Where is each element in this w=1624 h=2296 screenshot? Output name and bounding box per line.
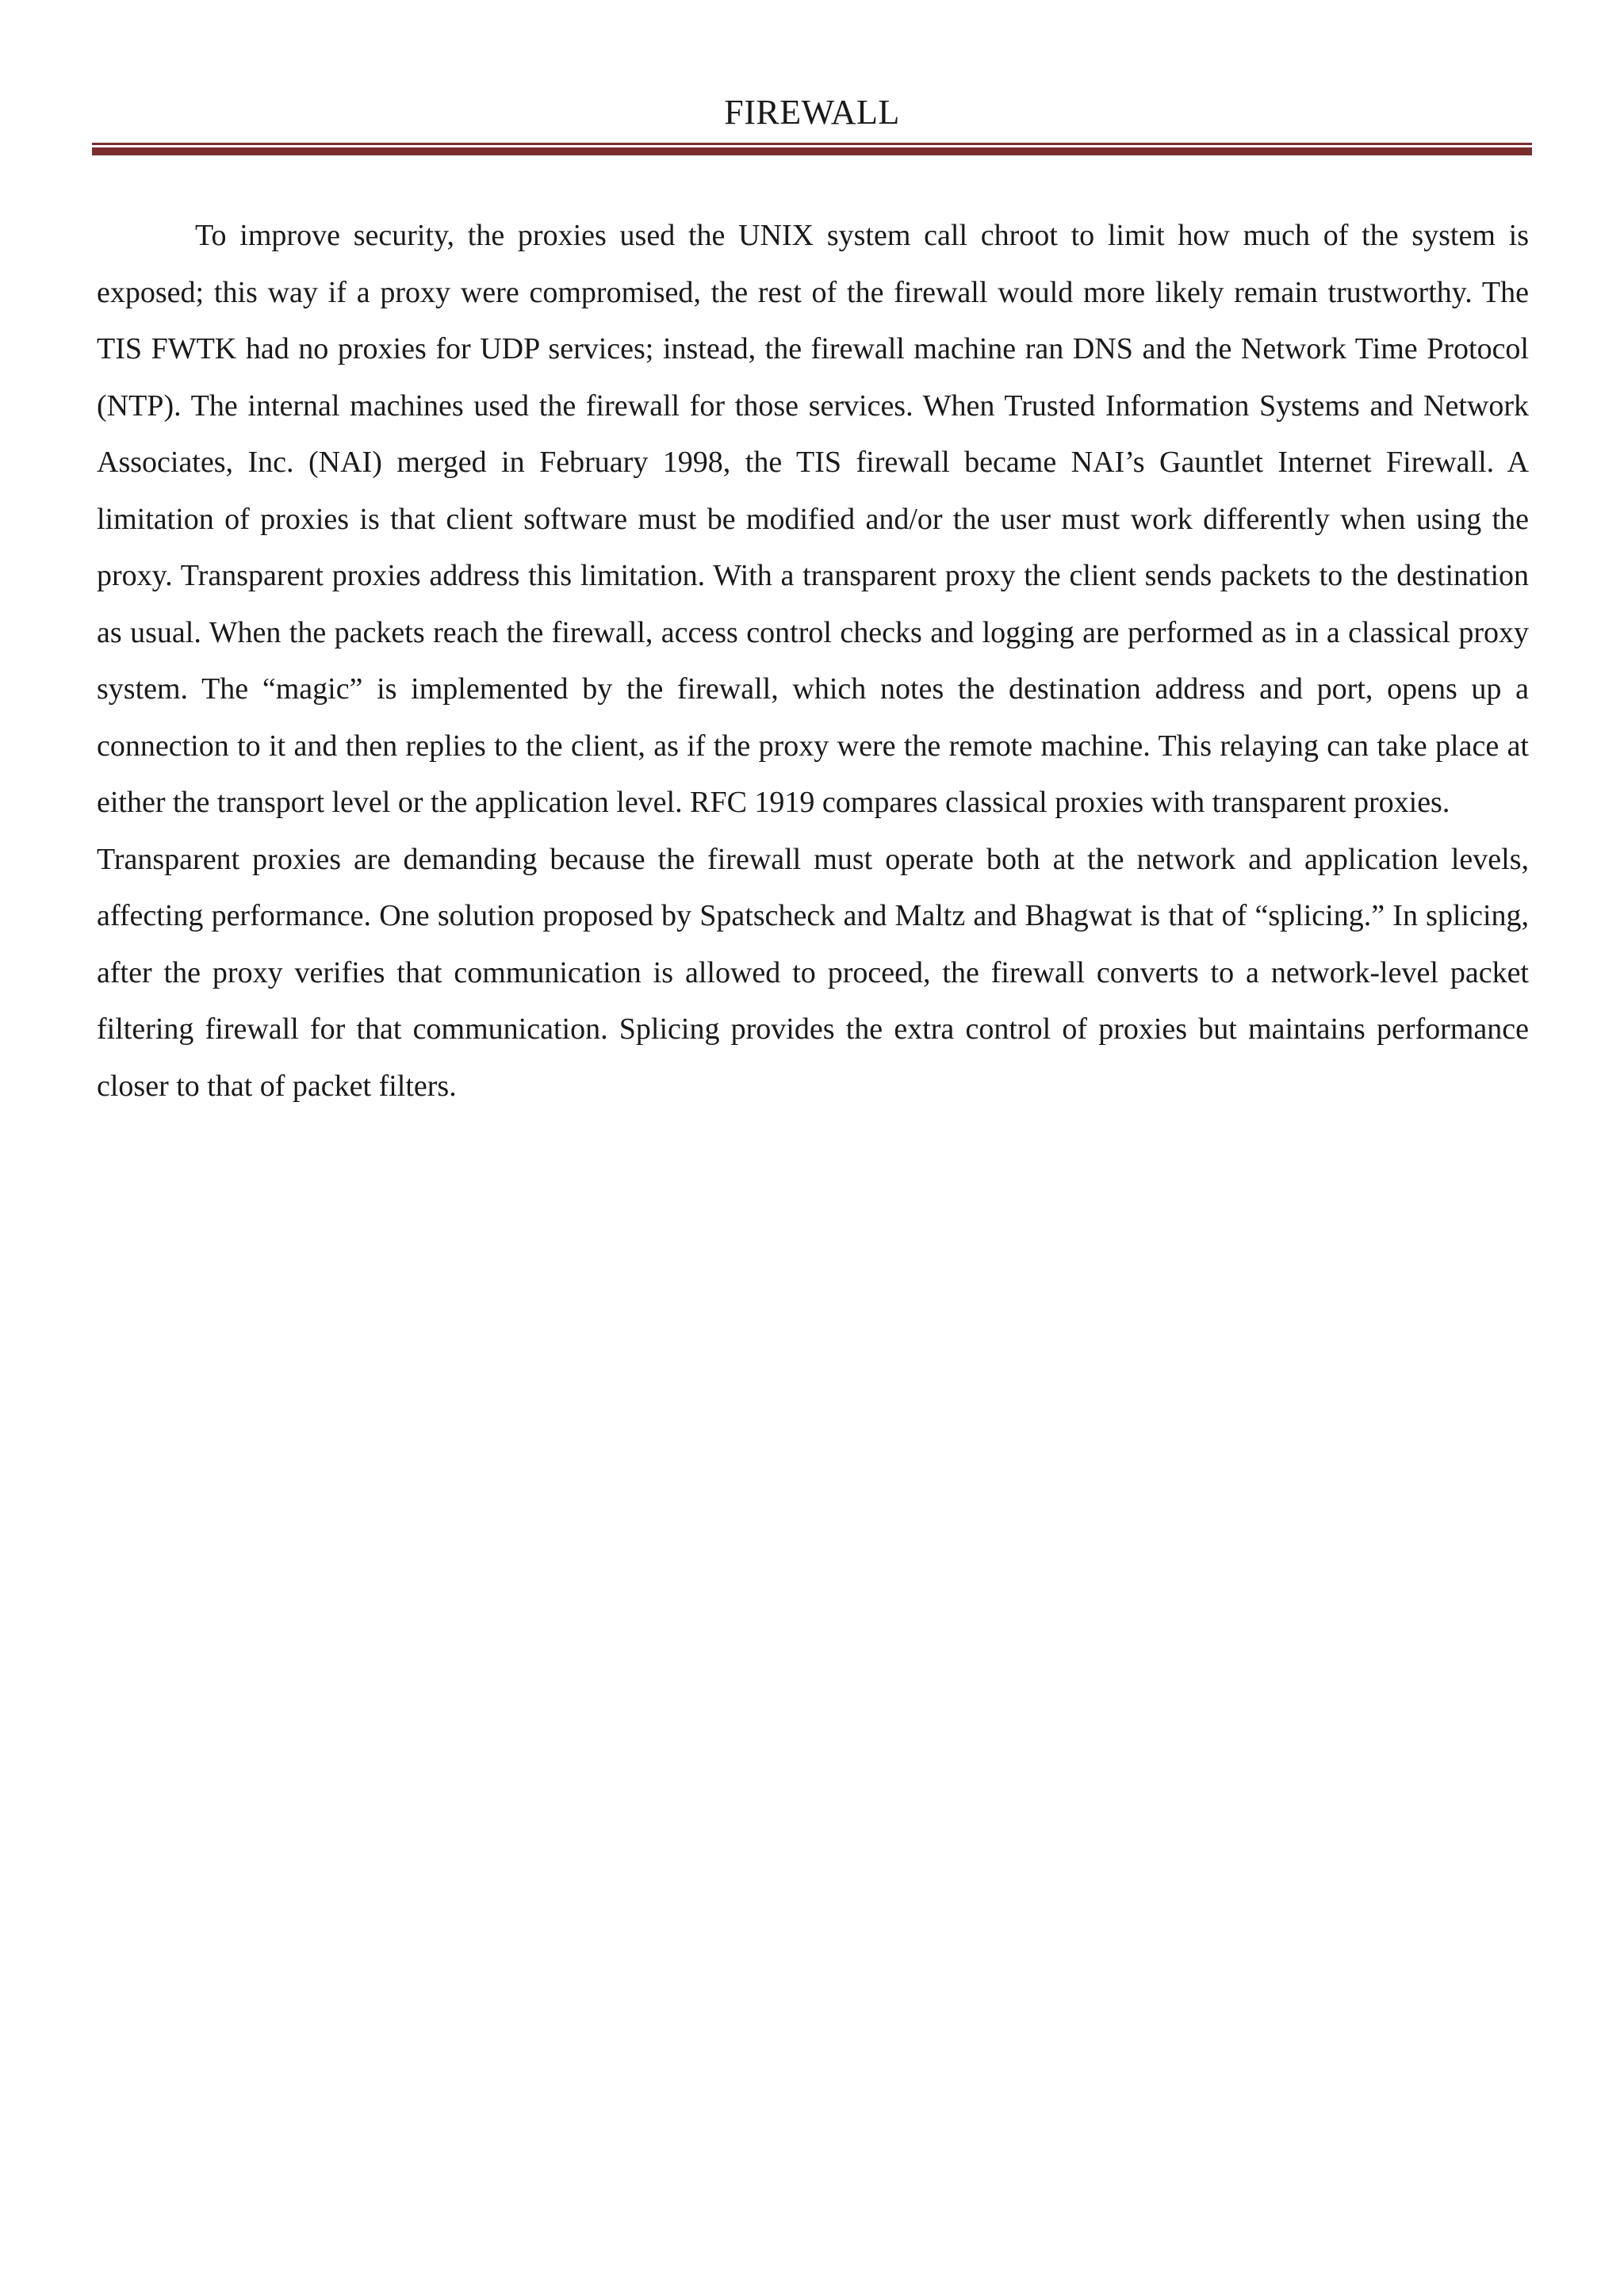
header-divider-thick-line	[92, 147, 1532, 155]
paragraph-proxies-security: To improve security, the proxies used the UNIX system call chroot to limit how much of the system is exposed; this way if a proxy were compromised, the rest of the firewall would more likely remain trustworthy. The TIS FWTK had no proxies for UDP services; instead, the firewall machine ran DNS and the Network Time Protocol (NTP). The internal machines used the firewall for those services. When Trusted Information Systems and Network Associates, Inc. (NAI) merged in February 1998, the TIS firewall became NAI’s Gauntlet Internet Firewall. A limitation of proxies is that client software must be modified and/or the user must work differently when using the proxy. Transparent proxies address this limitation. With a transparent proxy the client sends packets to the destination as usual. When the packets reach the firewall, access control checks and logging are performed as in a classical proxy system. The “magic” is implemented by the firewall, which notes the destination address and port, opens up a connection to it and then replies to the client, as if the proxy were the remote machine. This relaying can take place at either the transport level or the application level. RFC 1919 compares classical proxies with transparent proxies.	[97, 219, 1529, 819]
header-divider	[92, 143, 1532, 155]
document-body	[97, 208, 1529, 1115]
page-title: FIREWALL	[724, 93, 900, 132]
paragraph-transparent-proxies: Transparent proxies are demanding because the firewall must operate both at the network and application levels, affecting performance. One solution proposed by Spatscheck and Maltz and Bhagwat is that of “splicing.” In splicing, after the proxy verifies that communication is allowed to proceed, the firewall converts to a network-level packet filtering firewall for that communication. Splicing provides the extra control of proxies but maintains performance closer to that of packet filters.	[97, 842, 1529, 1103]
header-divider-thin-line	[92, 143, 1532, 145]
